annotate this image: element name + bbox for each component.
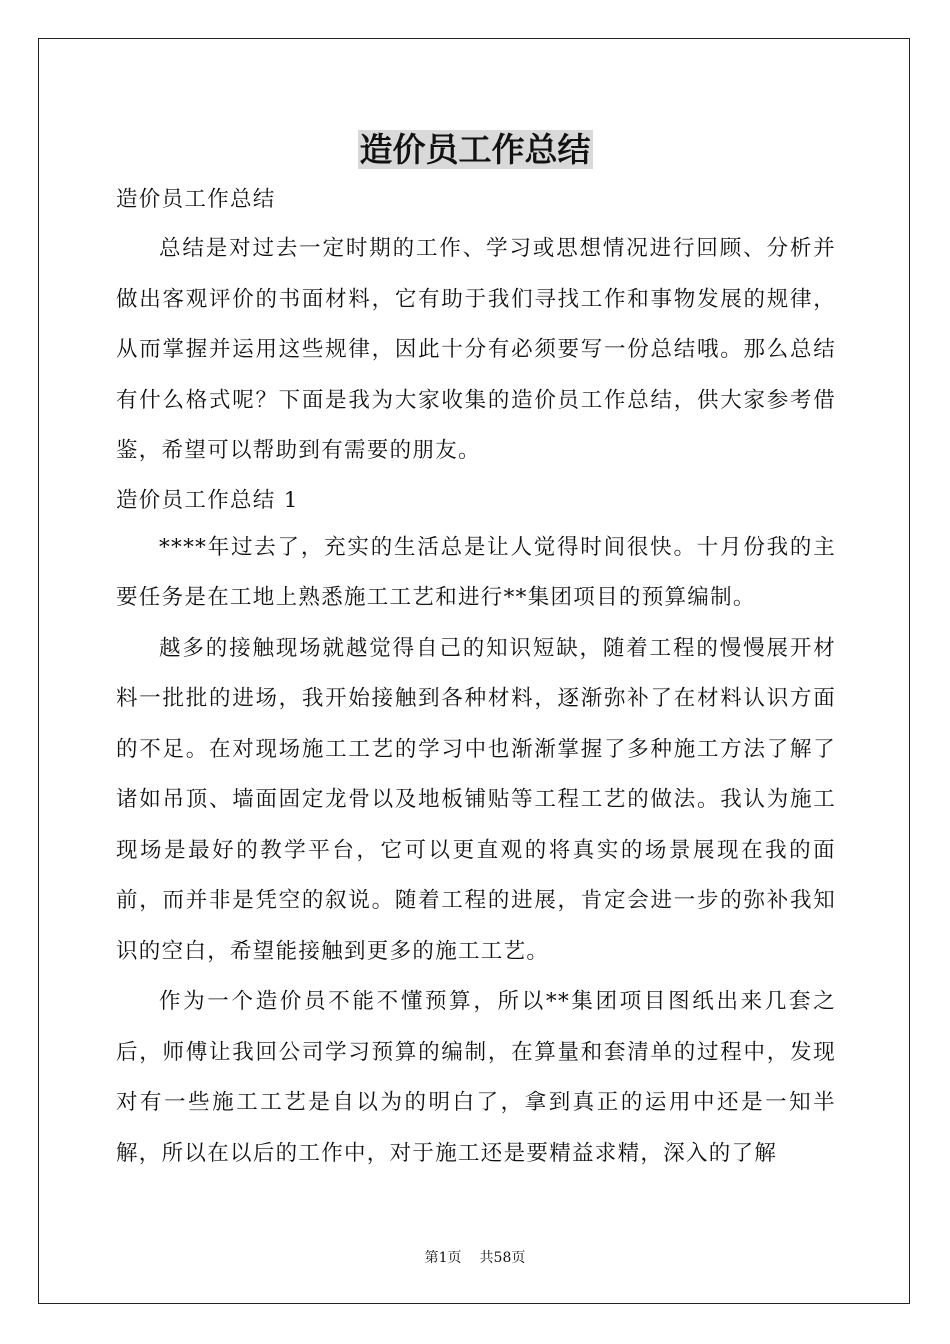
document-subtitle: 造价员工作总结 bbox=[116, 187, 276, 212]
intro-paragraph: 总结是对过去一定时期的工作、学习或思想情况进行回顾、分析并做出客观评价的书面材料，它有助于我们寻找工作和事物发展的规律，从而掌握并运用这些规律，因此十分有必须要写一份总结哦。那么总结有什么格式呢？下面是我为大家收集的造价员工作总结，供大家参考借鉴，希望可以帮助到有需要的朋友。 bbox=[116, 236, 836, 463]
body-paragraph: ****年过去了，充实的生活总是让人觉得时间很快。十月份我的主要任务是在工地上熟悉施工工艺和进行**集团项目的预算编制。 bbox=[116, 534, 836, 610]
body-paragraph: 越多的接触现场就越觉得自己的知识短缺，随着工程的慢慢展开材料一批批的进场，我开始接触到各种材料，逐渐弥补了在材料认识方面的不足。在对现场施工工艺的学习中也渐渐掌握了多种施工方法了解了诸如吊顶、墙面固定龙骨以及地板铺贴等工程工艺的做法。我认为施工现场是最好的教学平台，它可以更直观的将真实的场景展现在我的面前，而并非是凭空的叙说。随着工程的进展，肯定会进一步的弥补我知识的空白，希望能接触到更多的施工工艺。 bbox=[116, 635, 836, 964]
document-body bbox=[116, 178, 836, 1179]
body-paragraph: 作为一个造价员不能不懂预算，所以**集团项目图纸出来几套之后，师傅让我回公司学习预算的编制，在算量和套清单的过程中，发现对有一些施工工艺是自以为的明白了，拿到真正的运用中还是一知半解，所以在以后的工作中，对于施工还是要精益求精，深入的了解 bbox=[116, 989, 836, 1166]
document-title bbox=[0, 128, 950, 172]
document-title-text: 造价员工作总结 bbox=[359, 130, 591, 169]
page-number: 第1页 bbox=[424, 1250, 462, 1266]
page-total: 共58页 bbox=[479, 1250, 526, 1266]
section-heading: 造价员工作总结 1 bbox=[116, 487, 299, 513]
page-footer bbox=[0, 1248, 950, 1268]
